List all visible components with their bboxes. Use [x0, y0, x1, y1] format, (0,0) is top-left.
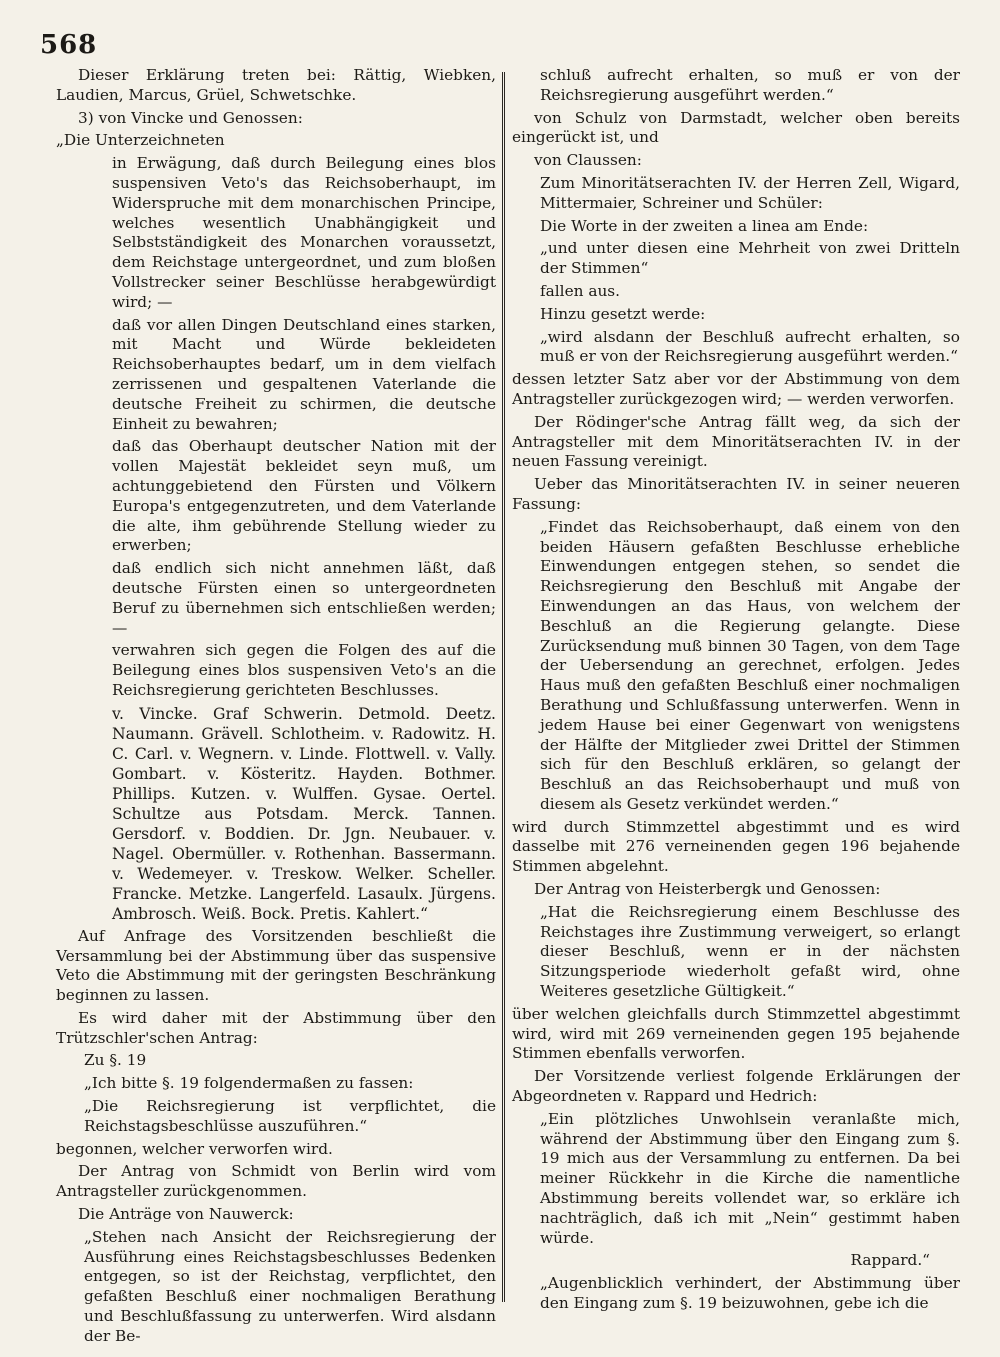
paragraph: „Stehen nach Ansicht der Reichsregierung der Ausführung eines Reichstagsbeschlusses Bedenken entgegen, so ist der Reichstag, verpflichtet, den gefaßten Beschluß einer nochmaligen Berathung und Beschlußfassung zu unterwerfen. Wird alsdann der Be-	[84, 1227, 496, 1345]
left-column	[56, 66, 496, 1350]
paragraph: „Findet das Reichsoberhaupt, daß einem von den beiden Häusern gefaßten Beschlusse erhebliche Einwendungen entgegen stehen, so sendet die Reichsregierung den Beschluß mit Angabe der Einwendungen an das Haus, von welchem der Beschluß an die Regierung gelangte. Diese Zurücksendung muß binnen 30 Tagen, von dem Tage der Uebersendung an gerechnet, erfolgen. Jedes Haus muß den gefaßten Beschluß einer nochmaligen Berathung und Schlußfassung unterwerfen. Wenn in jedem Hause bei einer Gegenwart von wenigstens der Hälfte der Mitglieder zwei Drittel der Stimmen sich für den Beschluß erklären, so gelangt der Beschluß an das Reichsoberhaupt und muß von diesem als Gesetz verkündet werden.“	[540, 517, 960, 813]
paragraph: schluß aufrecht erhalten, so muß er von der Reichsregierung ausgeführt werden.“	[540, 66, 960, 104]
paragraph: fallen aus.	[540, 281, 621, 300]
paragraph: „und unter diesen eine Mehrheit von zwei Dritteln der Stimmen“	[540, 239, 960, 278]
paragraph: wird durch Stimmzettel abgestimmt und es wird dasselbe mit 276 verneinenden gegen 196 bejahende Stimmen abgelehnt.	[512, 817, 960, 876]
signatories-list: v. Vincke. Graf Schwerin. Detmold. Deetz. Naumann. Grävell. Schlotheim. v. Radowitz. H. C. Carl. v. Wegnern. v. Linde. Flottwell. v. Vally. Gombart. v. Kösteritz. Hayden. Bothmer. Phillips. Kutzen. v. Wulffen. Gysae. Oertel. Schultze aus Potsdam. Merck. Tannen. Gersdorf. v. Boddien. Dr. Jgn. Neubauer. v. Nagel. Obermüller. v. Rothenhan. Bassermann. v. Wedemeyer. v. Treskow. Welker. Scheller. Francke. Metzke. Langerfeld. Lasaulx. Jürgens. Ambrosch. Weiß. Bock. Pretis. Kahlert.“	[112, 704, 496, 923]
paragraph: daß endlich sich nicht annehmen läßt, daß deutsche Fürsten einen so untergeordneten Beruf zu übernehmen sich entschließen werden; —	[112, 559, 496, 637]
paragraph: Ueber das Minoritätserachten IV. in seiner neueren Fassung:	[512, 475, 960, 513]
paragraph: „Hat die Reichsregierung einem Beschlusse des Reichstages ihre Zustimmung verweigert, so erlangt dieser Beschluß, wenn er in der nächsten Sitzungsperiode wiederholt gefaßt wird, ohne Weiteres gesetzliche Gültigkeit.“	[540, 902, 960, 1001]
paragraph: Zu §. 19	[84, 1051, 147, 1070]
paragraph: von Schulz von Darmstadt, welcher oben bereits eingerückt ist, und	[512, 108, 960, 147]
paragraph: Es wird daher mit der Abstimmung über den Trützschler'schen Antrag:	[56, 1008, 496, 1047]
paragraph: daß das Oberhaupt deutscher Nation mit der vollen Majestät bekleidet seyn muß, um achtunggebietend den Fürsten und Völkern Europa's entgegenzutreten, und dem Vaterlande die alte, ihm gebührende Stellung wieder zu erwerben;	[112, 437, 496, 555]
paragraph: über welchen gleichfalls durch Stimmzettel abgestimmt wird, wird mit 269 verneinenden gegen 195 bejahende Stimmen ebenfalls verworfen.	[512, 1004, 960, 1063]
paragraph: „Augenblicklich verhindert, der Abstimmung über den Eingang zum §. 19 beizuwohnen, gebe ich die	[540, 1274, 960, 1313]
paragraph: Der Rödinger'sche Antrag fällt weg, da sich der Antragsteller mit dem Minoritätserachten IV. in der neuen Fassung vereinigt.	[512, 412, 960, 471]
page-number: 568	[40, 30, 98, 60]
paragraph: Der Antrag von Schmidt von Berlin wird vom Antragsteller zurückgenommen.	[56, 1162, 496, 1201]
paragraph: Hinzu gesetzt werde:	[540, 304, 706, 323]
paragraph: von Claussen:	[534, 151, 642, 170]
paragraph: „Die Reichsregierung ist verpflichtet, die Reichstagsbeschlüsse auszuführen.“	[84, 1097, 496, 1135]
paragraph: Der Antrag von Heisterbergk und Genossen:	[534, 880, 881, 899]
paragraph: „Ein plötzliches Unwohlsein veranlaßte mich, während der Abstimmung über den Eingang zum §. 19 mich aus der Versammlung zu entfernen. Da bei meiner Rückkehr in die Kirche die namentliche Abstimmung bereits vollendet war, so erkläre ich nachträglich, daß ich mit „Nein“ gestimmt haben würde.	[540, 1109, 960, 1247]
paragraph: in Erwägung, daß durch Beilegung eines blos suspensiven Veto's das Reichsoberhaupt, im Widerspruche mit dem monarchischen Principe, welches wesentlich Unabhängigkeit und Selbstständigkeit des Monarchen voraussetzt, dem Reichstage untergeordnet, und zum bloßen Vollstrecker seiner Beschlüsse herabgewürdigt wird; —	[112, 154, 496, 311]
paragraph: Die Worte in der zweiten a linea am Ende:	[540, 216, 869, 235]
paragraph: 3) von Vincke und Genossen:	[78, 108, 303, 127]
paragraph: verwahren sich gegen die Folgen des auf die Beilegung eines blos suspensiven Veto's an die Reichsregierung gerichteten Beschlusses.	[112, 641, 496, 699]
paragraph: Dieser Erklärung treten bei: Rättig, Wiebken, Laudien, Marcus, Grüel, Schwetschke.	[56, 66, 496, 104]
paragraph: daß vor allen Dingen Deutschland eines starken, mit Macht und Würde bekleideten Reichsoberhauptes bedarf, um in dem vielfach zerrissenen und gespaltenen Vaterlande die deutsche Freiheit zu schirmen, die deutsche Einheit zu bewahren;	[112, 315, 496, 433]
paragraph: „Ich bitte §. 19 folgendermaßen zu fassen:	[84, 1074, 414, 1093]
column-divider	[502, 72, 505, 1302]
paragraph: Zum Minoritätserachten IV. der Herren Zell, Wigard, Mittermaier, Schreiner und Schüler:	[540, 173, 960, 212]
paragraph: „wird alsdann der Beschluß aufrecht erhalten, so muß er von der Reichsregierung ausgeführt werden.“	[540, 327, 960, 366]
signature: Rappard.“	[850, 1251, 930, 1270]
right-column	[512, 66, 960, 1317]
paragraph: Auf Anfrage des Vorsitzenden beschließt die Versammlung bei der Abstimmung über das suspensive Veto die Abstimmung mit der geringsten Beschränkung beginnen zu lassen.	[56, 926, 496, 1005]
paragraph: Die Anträge von Nauwerck:	[78, 1205, 294, 1224]
paragraph: Der Vorsitzende verliest folgende Erklärungen der Abgeordneten v. Rappard und Hedrich:	[512, 1067, 960, 1106]
paragraph: „Die Unterzeichneten	[56, 131, 225, 150]
paragraph: dessen letzter Satz aber vor der Abstimmung von dem Antragsteller zurückgezogen wird; — werden verworfen.	[512, 370, 960, 408]
paragraph: begonnen, welcher verworfen wird.	[56, 1139, 333, 1158]
